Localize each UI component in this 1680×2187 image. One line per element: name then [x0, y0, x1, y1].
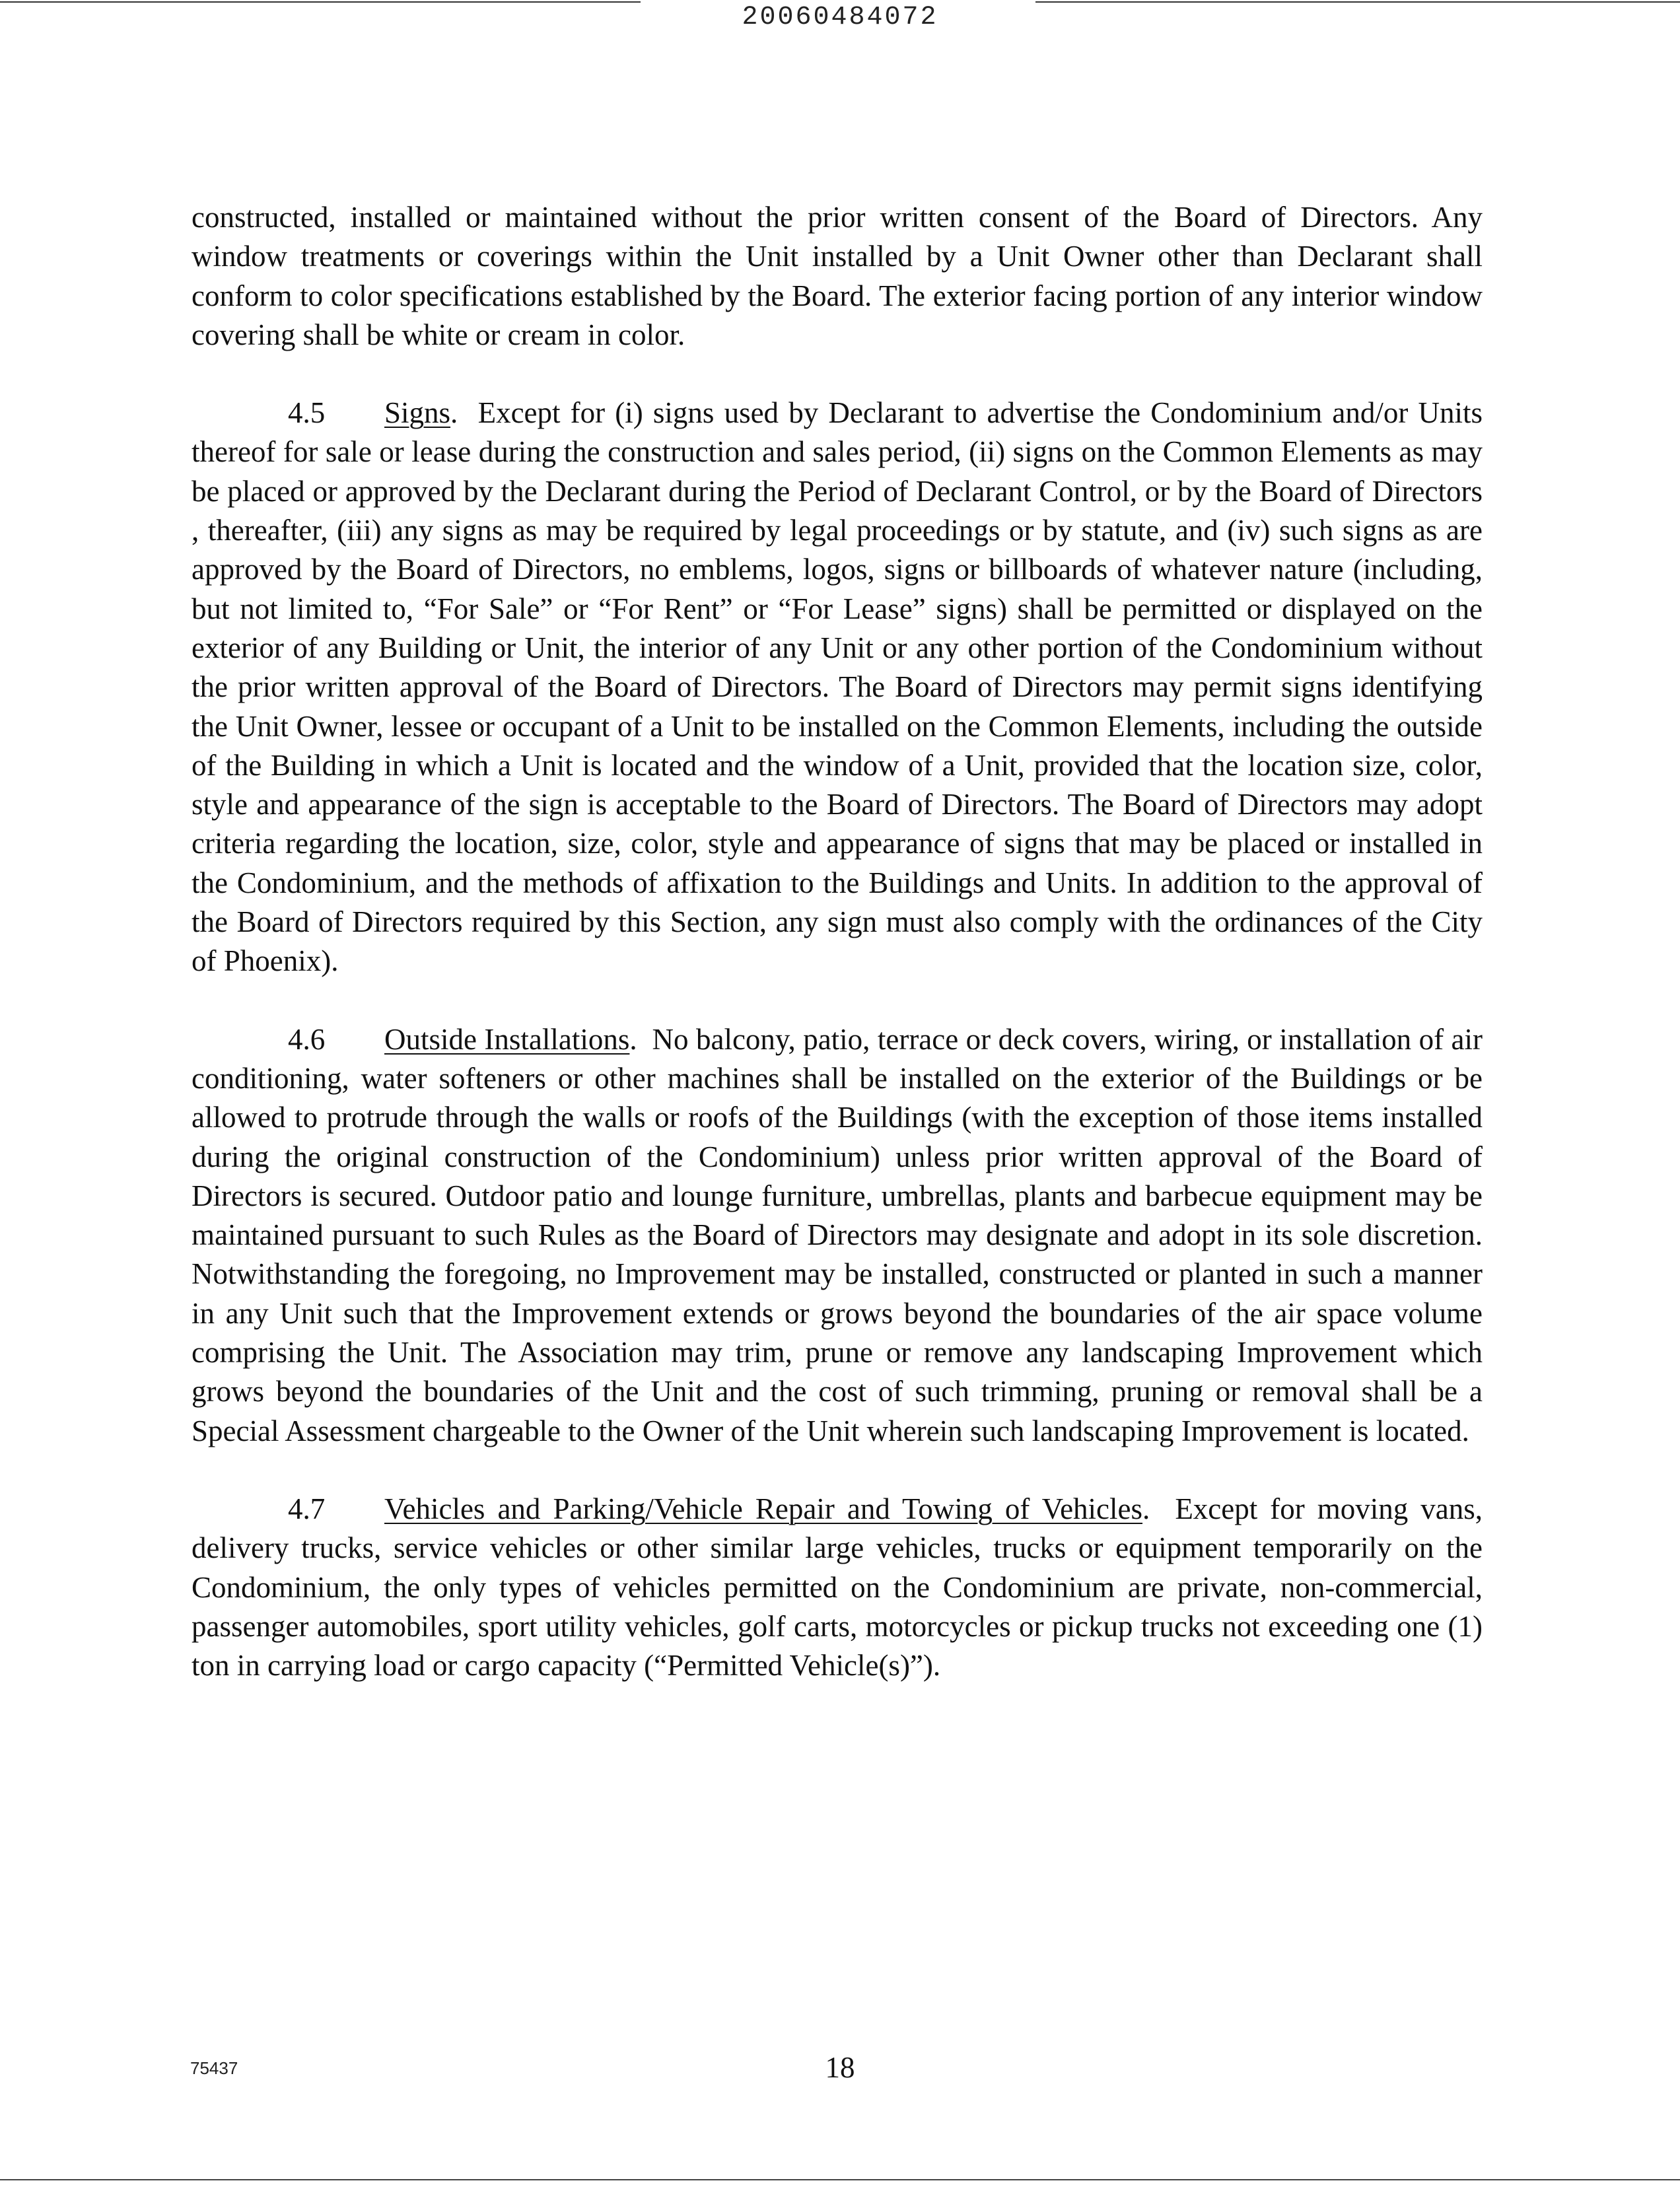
section-title: Vehicles and Parking/Vehicle Repair and Towing of Vehicles: [384, 1492, 1143, 1525]
section-4-7: 4.7 Vehicles and Parking/Vehicle Repair and Towing of Vehicles. Except for moving vans, delivery trucks, service vehicles or other similar large vehicles, trucks or equipment temporarily on the Condominium, the only types of vehicles permitted on the Condominium are private, non-commercial, passenger automobiles, sport utility vehicles, golf carts, motorcycles or pickup trucks not exceeding one (1) ton in carrying load or cargo capacity (“Permitted Vehicle(s)”).: [192, 1490, 1483, 1685]
bottom-rule: [0, 2179, 1680, 2180]
document-body: [192, 198, 1483, 1724]
section-number: 4.6: [288, 1022, 326, 1056]
section-number: 4.5: [288, 396, 326, 430]
document-number: 20060484072: [742, 3, 938, 32]
footer-document-id: 75437: [190, 2058, 238, 2078]
page-number: 18: [825, 2051, 855, 2084]
section-text: Except for (i) signs used by Declarant to advertise the Condominium and/or Units thereof for sale or lease during the construction and sales period, (ii) signs on the Common Elements as may be placed or approved by the Declarant during the Period of Declarant Control, or by the Board of Directors , thereafter, (iii) any signs as may be required by legal proceedings or by statute, and (iv) such signs as are approved by the Board of Directors, no emblems, logos, signs or billboards of whatever nature (including, but not limited to, “For Sale” or “For Rent” or “For Lease” signs) shall be permitted or displayed on the exterior of any Building or Unit, the interior of any Unit or any other portion of the Condominium without the prior written approval of the Board of Directors. The Board of Directors may permit signs identifying the Unit Owner, lessee or occupant of a Unit to be installed on the Common Elements, including the outside of the Building in which a Unit is located and the window of a Unit, provided that the location size, color, style and appearance of the sign is acceptable to the Board of Directors. The Board of Directors may adopt criteria regarding the location, size, color, style and appearance of signs that may be placed or installed in the Condominium, and the methods of affixation to the Buildings and Units. In addition to the approval of the Board of Directors required by this Section, any sign must also comply with the ordinances of the City of Phoenix).: [192, 396, 1483, 978]
section-text: No balcony, patio, terrace or deck covers, wiring, or installation of air conditioning, water softeners or other machines shall be installed on the exterior of the Buildings or be allowed to protrude through the walls or roofs of the Buildings (with the exception of those items installed during the original construction of the Condominium) unless prior written approval of the Board of Directors is secured. Outdoor patio and lounge furniture, umbrellas, plants and barbecue equipment may be maintained pursuant to such Rules as the Board of Directors may designate and adopt in its sole discretion. Notwithstanding the foregoing, no Improvement may be installed, constructed or planted in such a manner in any Unit such that the Improvement extends or grows beyond the boundaries of the air space volume comprising the Unit. The Association may trim, prune or remove any landscaping Improvement which grows beyond the boundaries of the Unit and the cost of such trimming, pruning or removal shall be a Special Assessment chargeable to the Owner of the Unit wherein such landscaping Improvement is located.: [192, 1022, 1483, 1447]
section-title: Signs: [384, 396, 451, 430]
section-text: Except for moving vans, delivery trucks, service vehicles or other similar large vehicles, trucks or equipment temporarily on the Condominium, the only types of vehicles permitted on the Condominium are private, non-commercial, passenger automobiles, sport utility vehicles, golf carts, motorcycles or pickup trucks not exceeding one (1) ton in carrying load or cargo capacity (“Permitted Vehicle(s)”).: [192, 1492, 1483, 1683]
section-title: Outside Installations: [384, 1022, 630, 1056]
intro-line-1: constructed, installed or maintained without the prior written consent of the Board of Directors.: [192, 201, 1418, 234]
intro-paragraph: [192, 198, 1483, 355]
section-4-5: 4.5 Signs. Except for (i) signs used by Declarant to advertise the Condominium and/or Units thereof for sale or lease during the construction and sales period, (ii) signs on the Common Elements as may be placed or approved by the Declarant during the Period of Declarant Control, or by the Board of Directors , thereafter, (iii) any signs as may be required by legal proceedings or by statute, and (iv) such signs as are approved by the Board of Directors, no emblems, logos, signs or billboards of whatever nature (including, but not limited to, “For Sale” or “For Rent” or “For Lease” signs) shall be permitted or displayed on the exterior of any Building or Unit, the interior of any Unit or any other portion of the Condominium without the prior written approval of the Board of Directors. The Board of Directors may permit signs identifying the Unit Owner, lessee or occupant of a Unit to be installed on the Common Elements, including the outside of the Building in which a Unit is located and the window of a Unit, provided that the location size, color, style and appearance of the sign is acceptable to the Board of Directors. The Board of Directors may adopt criteria regarding the location, size, color, style and appearance of signs that may be placed or installed in the Condominium, and the methods of affixation to the Buildings and Units. In addition to the approval of the Board of Directors required by this Section, any sign must also comply with the ordinances of the City of Phoenix).: [192, 394, 1483, 981]
section-4-6: 4.6 Outside Installations. No balcony, patio, terrace or deck covers, wiring, or installation of air conditioning, water softeners or other machines shall be installed on the exterior of the Buildings or be allowed to protrude through the walls or roofs of the Buildings (with the exception of those items installed during the original construction of the Condominium) unless prior written approval of the Board of Directors is secured. Outdoor patio and lounge furniture, umbrellas, plants and barbecue equipment may be maintained pursuant to such Rules as the Board of Directors may designate and adopt in its sole discretion. Notwithstanding the foregoing, no Improvement may be installed, constructed or planted in such a manner in any Unit such that the Improvement extends or grows beyond the boundaries of the air space volume comprising the Unit. The Association may trim, prune or remove any landscaping Improvement which grows beyond the boundaries of the Unit and the cost of such trimming, pruning or removal shall be a Special Assessment chargeable to the Owner of the Unit wherein such landscaping Improvement is located.: [192, 1020, 1483, 1451]
section-number: 4.7: [288, 1492, 326, 1525]
intro-line-2: Any window treatments or coverings within the Unit installed by a Unit Owner other than Declarant shall conform to color specifications established by the Board. The exterior facing portion of any interior window covering shall be white or cream in color.: [192, 201, 1483, 351]
